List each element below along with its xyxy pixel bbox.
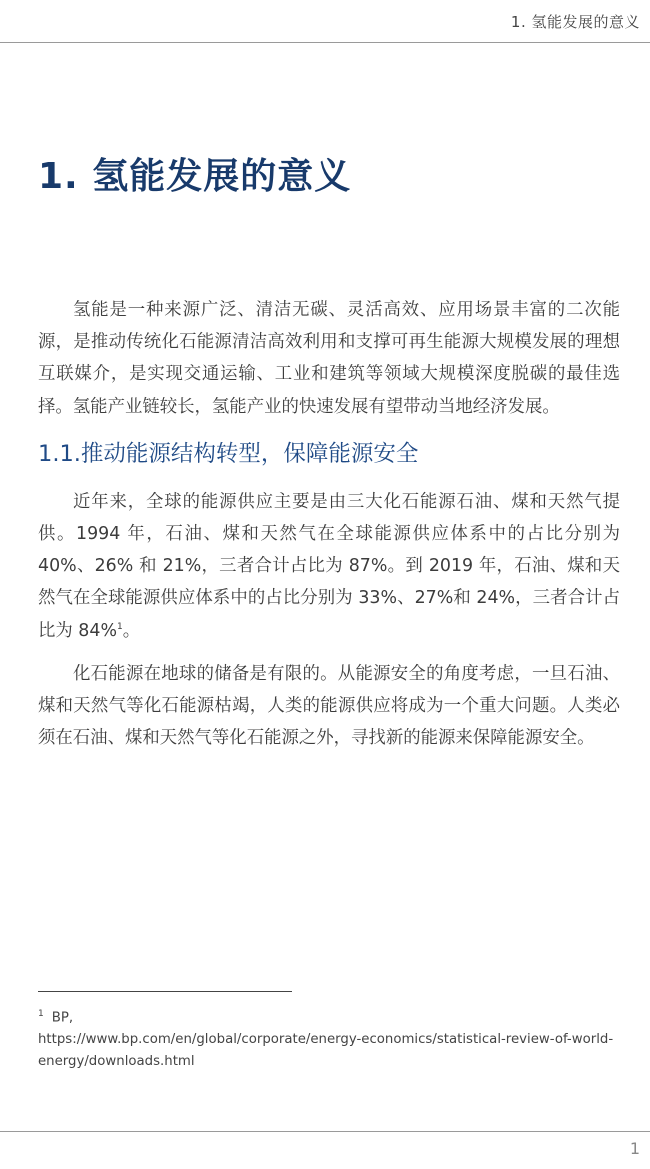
footnote-divider xyxy=(38,991,292,992)
header-divider xyxy=(0,42,650,43)
section-paragraph-1-end: 。 xyxy=(122,620,141,641)
running-header-title: 1. 氢能发展的意义 xyxy=(510,13,640,31)
page-title: 1. 氢能发展的意义 xyxy=(38,156,352,197)
page-number: 1 xyxy=(629,1139,640,1158)
section-paragraph-1-text: 近年来，全球的能源供应主要是由三大化石能源石油、煤和天然气提供。1994 年，石油、煤和天然气在全球能源供应体系中的占比分别为 40%、26% 和 21%，三者合计占比为 87%。到 2019 年，石油、煤和天然气在全球能源供应体系中的占比分别为 33%、27%和 24%，三者合计占比为 84% xyxy=(38,491,620,641)
footer-divider xyxy=(0,1131,650,1132)
footnote-url[interactable]: https://www.bp.com/en/global/corporate/energy-economics/statistical-review-of-world-energy/downloads.html xyxy=(38,1032,614,1070)
body-content xyxy=(38,294,620,754)
intro-paragraph: 氢能是一种来源广泛、清洁无碳、灵活高效、应用场景丰富的二次能源，是推动传统化石能源清洁高效利用和支撑可再生能源大规模发展的理想互联媒介，是实现交通运输、工业和建筑等领域大规模深度脱碳的最佳选择。氢能产业链较长，氢能产业的快速发展有望带动当地经济发展。 xyxy=(38,300,620,417)
footnote xyxy=(38,1003,618,1073)
footnote-source: BP, xyxy=(51,1010,74,1026)
section-heading: 1.1.推动能源结构转型，保障能源安全 xyxy=(38,440,419,467)
footnote-number: 1 xyxy=(38,1009,44,1019)
section-paragraph-1 xyxy=(38,486,620,647)
footnote-reference[interactable]: 1 xyxy=(116,621,123,632)
section-paragraph-2: 化石能源在地球的储备是有限的。从能源安全的角度考虑，一旦石油、煤和天然气等化石能源枯竭，人类的能源供应将成为一个重大问题。人类必须在石油、煤和天然气等化石能源之外，寻找新的能源来保障能源安全。 xyxy=(38,663,620,749)
